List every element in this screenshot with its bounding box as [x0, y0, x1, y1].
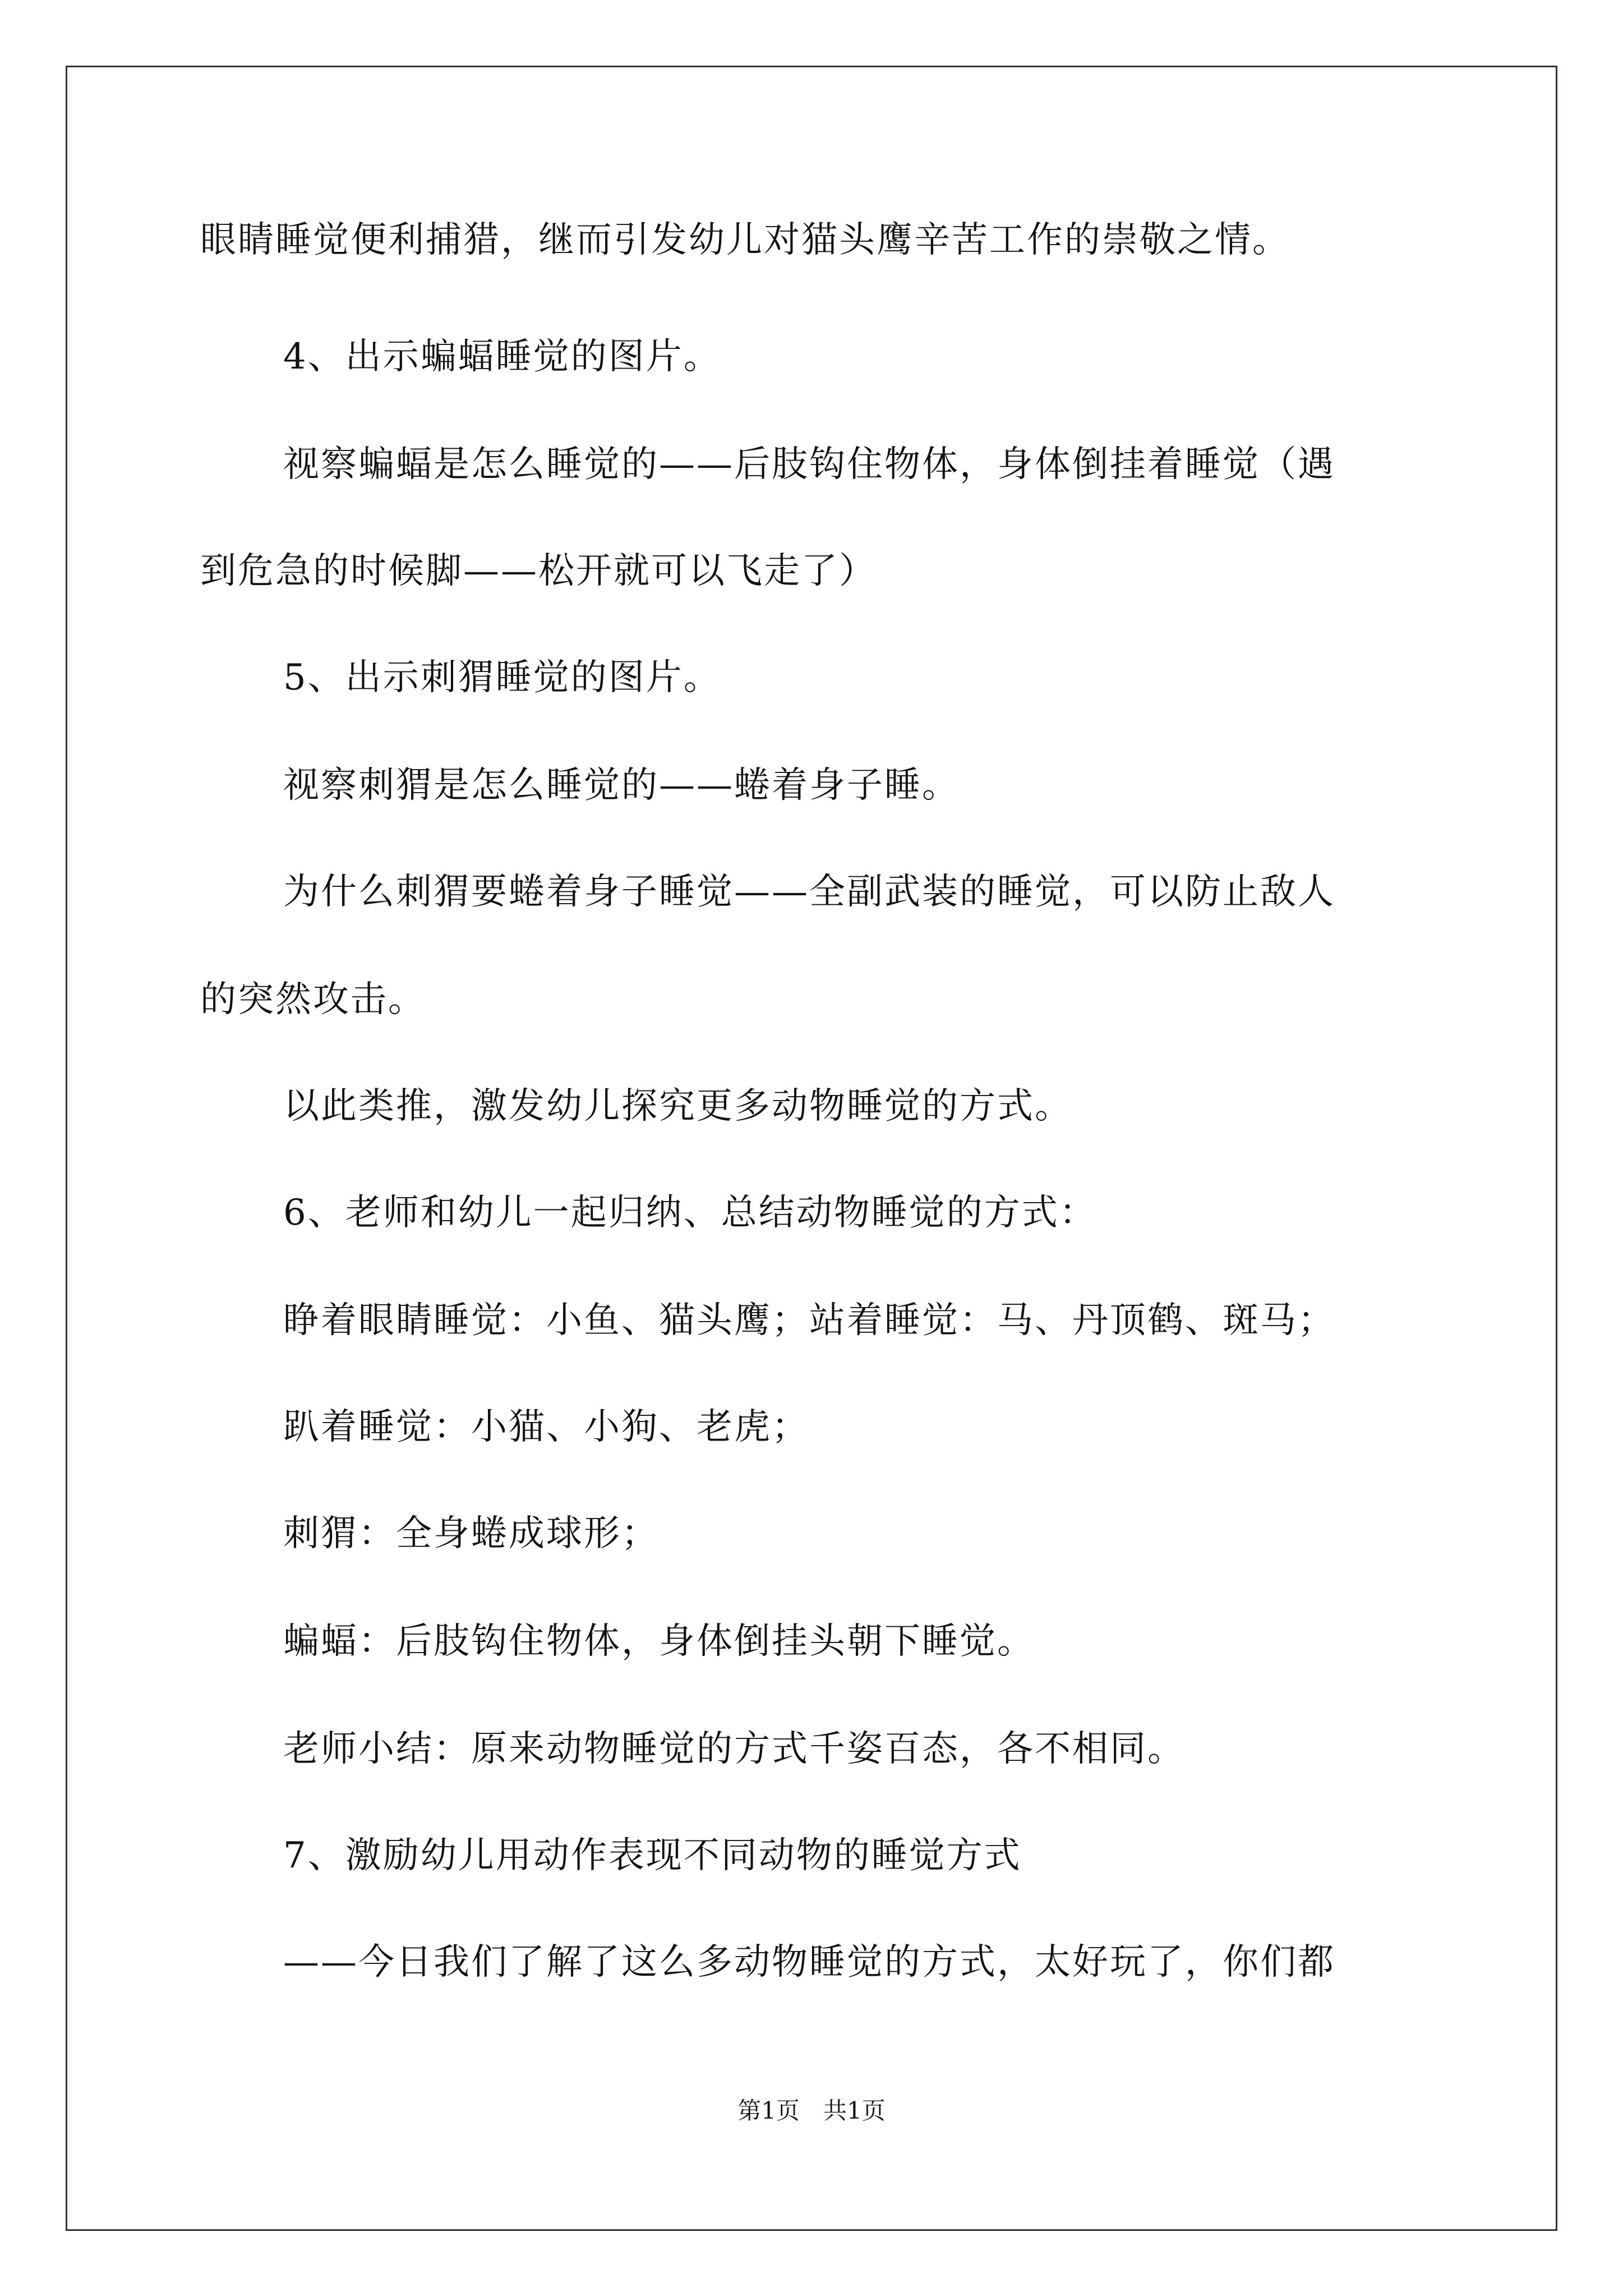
text-line: 到危急的时候脚——松开就可以飞走了） [200, 550, 877, 592]
page-border [66, 66, 1557, 2231]
text-line: 以此类推，激发幼儿探究更多动物睡觉的方式。 [283, 1085, 1072, 1127]
text-line: 的突然攻击。 [200, 979, 426, 1020]
text-line: 视察蝙蝠是怎么睡觉的——后肢钩住物体，身体倒挂着睡觉（遇 [283, 444, 1335, 485]
text-line: 刺猬：全身蜷成球形； [283, 1513, 659, 1554]
text-line: 7、激励幼儿用动作表现不同动物的睡觉方式 [283, 1835, 1022, 1876]
text-line: 眼睛睡觉便利捕猎，继而引发幼儿对猫头鹰辛苦工作的崇敬之情。 [200, 219, 1290, 261]
text-line: ——今日我们了解了这么多动物睡觉的方式，太好玩了，你们都 [283, 1941, 1335, 1983]
page-footer: 第1页 共1页 [737, 2097, 886, 2124]
text-line: 为什么刺猬要蜷着身子睡觉——全副武装的睡觉，可以防止敌人 [283, 871, 1335, 913]
text-line: 趴着睡觉：小猫、小狗、老虎； [283, 1406, 809, 1448]
text-line: 睁着眼睛睡觉：小鱼、猫头鹰；站着睡觉：马、丹顶鹤、斑马； [283, 1300, 1335, 1341]
text-line: 视察刺猬是怎么睡觉的——蜷着身子睡。 [283, 765, 960, 806]
text-line: 6、老师和幼儿一起归纳、总结动物睡觉的方式： [283, 1192, 1097, 1234]
text-line: 5、出示刺猬睡觉的图片。 [283, 657, 721, 698]
text-line: 蝙蝠：后肢钩住物体，身体倒挂头朝下睡觉。 [283, 1621, 1035, 1662]
text-line: 4、出示蝙蝠睡觉的图片。 [283, 336, 721, 378]
text-line: 老师小结：原来动物睡觉的方式千姿百态，各不相同。 [283, 1728, 1185, 1770]
